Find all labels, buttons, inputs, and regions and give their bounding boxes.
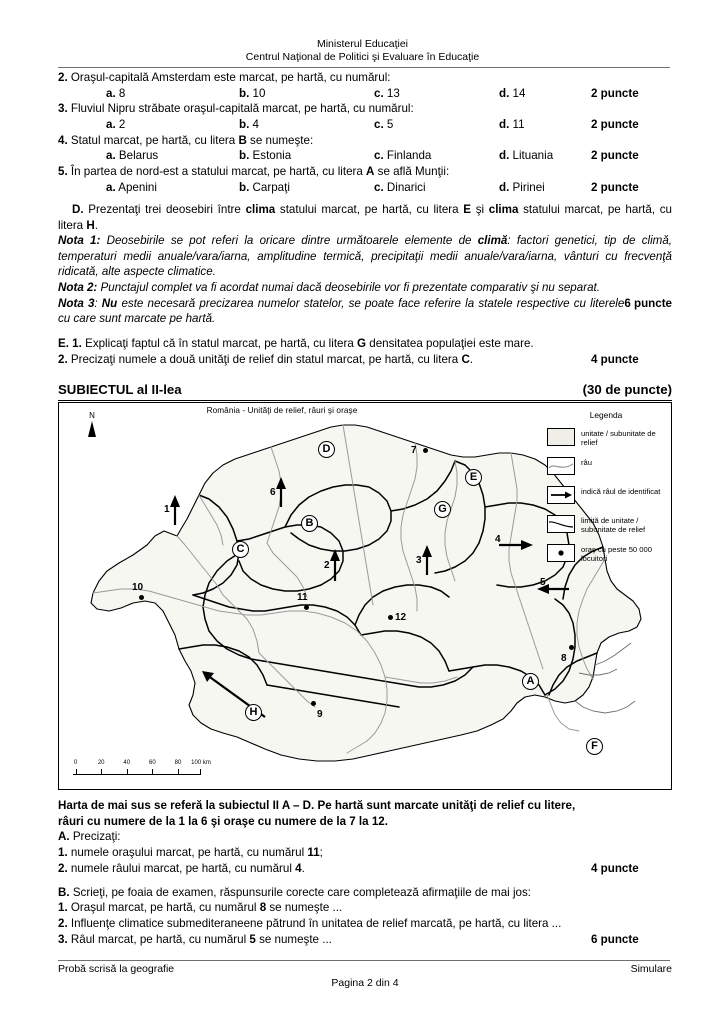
option-letter: b.	[239, 149, 250, 163]
item-number: 1.	[58, 901, 68, 915]
section-d-points: 6 puncte	[624, 296, 672, 310]
option-text: Lituania	[509, 149, 554, 163]
map-city-dot-11	[304, 605, 309, 610]
scale-tick-20: 20	[97, 760, 105, 766]
section-d-bold-clima-2: clima	[488, 203, 519, 216]
question-stem	[58, 101, 672, 117]
option-letter: d.	[499, 180, 510, 194]
section-b-label: B.	[58, 885, 70, 899]
option-b[interactable]	[239, 180, 290, 196]
subject-title: SUBIECTUL al II-lea	[58, 382, 182, 397]
footer-page-number: Pagina 2 din 4	[331, 977, 399, 989]
map-label-G: G	[434, 501, 451, 518]
map-city-label-12: 12	[395, 612, 407, 623]
legend-item-relief-unit	[547, 428, 665, 450]
question-stem	[58, 70, 672, 86]
document-header	[0, 38, 725, 64]
legend-item-arrow	[547, 486, 665, 508]
legend-title: Legenda	[589, 410, 623, 420]
question-number: 4.	[58, 133, 68, 147]
ministry-line: Ministerul Educaţiei	[316, 38, 409, 50]
option-c[interactable]	[374, 86, 400, 102]
section-d-label: D.	[72, 203, 84, 216]
map-label-B: B	[301, 515, 318, 532]
option-letter: d.	[499, 118, 510, 132]
option-letter: c.	[374, 149, 384, 163]
question-stem	[58, 164, 672, 180]
map-river-label-6: 6	[270, 487, 276, 498]
question-points: 2 puncte	[591, 118, 639, 132]
section-e-item-2-number: 2.	[58, 352, 68, 366]
question-marker-letter: B	[238, 133, 247, 147]
legend-item-city	[547, 544, 665, 566]
map-city-dot-12	[388, 615, 393, 620]
option-row	[58, 180, 672, 196]
option-letter: a.	[106, 180, 116, 194]
option-text: 14	[509, 86, 526, 100]
footer-right: Simulare	[630, 963, 672, 975]
map-label-H: H	[245, 704, 262, 721]
item-number: 2.	[58, 916, 68, 930]
section-b-item-1	[58, 900, 672, 916]
arrow-right-icon	[547, 486, 575, 504]
map-legend	[547, 411, 665, 573]
nota-1-bold: climă	[477, 234, 508, 248]
nota-1	[58, 233, 672, 280]
section-d-text-2: statului marcat, pe hartă, cu litera	[275, 203, 464, 216]
option-text: Pirinei	[509, 180, 545, 194]
map-river-label-3: 3	[416, 555, 422, 566]
question-points: 2 puncte	[591, 180, 639, 194]
subject-points: (30 de puncte)	[582, 382, 672, 397]
option-letter: a.	[106, 86, 116, 100]
legend-item-river	[547, 457, 665, 479]
question-points: 2 puncte	[591, 86, 639, 100]
item-text-a: Influenţe climatice submediteraneene pătrund în unitatea de relief marcată, pe hartă, cu litera ...	[67, 916, 562, 930]
section-e-label: E. 1.	[58, 337, 82, 350]
spacer	[58, 877, 672, 885]
map-questions	[58, 798, 672, 947]
section-b-lead	[58, 885, 672, 901]
question-points: 2 puncte	[591, 149, 639, 163]
map-title: România - Unităţi de relief, râuri şi oraşe	[206, 406, 358, 415]
item-text-b: ;	[319, 846, 323, 860]
item-text-b: se numeşte ...	[266, 901, 343, 915]
option-text: Finlanda	[383, 149, 432, 163]
question-marker-letter: A	[366, 165, 375, 179]
boundary-line-icon	[547, 515, 575, 533]
map-city-label-11: 11	[297, 592, 308, 603]
option-text: Apenini	[115, 180, 157, 194]
map-city-label-9: 9	[317, 709, 323, 720]
subject-header	[58, 382, 672, 401]
item-text-a: numele râului marcat, pe hartă, cu numărul	[67, 861, 296, 875]
item-text-b: se numeşte ...	[255, 932, 332, 946]
option-a[interactable]	[106, 180, 157, 196]
nota-2-label: Nota 2:	[58, 280, 98, 294]
item-number: 1.	[58, 846, 68, 860]
option-text: Belarus	[115, 149, 159, 163]
section-e-text-1b: densitatea populaţiei este mare.	[366, 337, 534, 350]
option-d[interactable]	[499, 86, 525, 102]
map-city-dot-7	[423, 448, 428, 453]
option-text: 11	[509, 118, 525, 132]
section-d-text-5: .	[94, 218, 98, 232]
section-a-label: A.	[58, 830, 70, 844]
question-number: 2.	[58, 71, 68, 84]
option-letter: b.	[239, 180, 250, 194]
nota-3-text-b: este necesară precizarea numelor statelor, se poate face referire la statele respective cu literele cu care sunt marcate pe hartă.	[58, 296, 625, 326]
section-e-letter-c: C	[461, 352, 470, 366]
map-figure	[58, 402, 672, 790]
option-row	[58, 86, 672, 102]
map-label-D: D	[318, 441, 335, 458]
item-number: 3.	[58, 932, 68, 946]
map-label-E: E	[465, 469, 482, 486]
multiple-choice-list	[58, 70, 672, 196]
option-a[interactable]	[106, 117, 125, 133]
question-text: În partea de nord-est a statului marcat, pe hartă, cu litera	[67, 165, 367, 179]
section-a-text: Precizaţi:	[69, 830, 121, 844]
option-text: 5	[383, 118, 394, 132]
section-a-lead	[58, 829, 672, 845]
option-d[interactable]	[499, 117, 525, 133]
section-d-lead	[58, 202, 672, 233]
section-b-item-2	[58, 916, 672, 932]
map-river-label-1: 1	[164, 504, 170, 515]
map-intro-line-2: râuri cu numere de la 1 la 6 şi oraşe cu numere de la 7 la 12.	[58, 814, 388, 828]
map-city-label-10: 10	[132, 582, 144, 593]
section-e-points: 4 puncte	[591, 352, 639, 366]
option-d[interactable]	[499, 180, 545, 196]
footer-left: Probă scrisă la geografie	[58, 963, 175, 975]
footer-divider	[58, 960, 670, 961]
nota-1-text-a: Deosebirile se pot referi la oricare dintre următoarele elemente de	[100, 234, 478, 248]
legend-item-boundary	[547, 515, 665, 537]
scale-tick-60: 60	[149, 760, 156, 766]
option-text: 2	[115, 118, 126, 132]
item-marker-5: 5	[249, 932, 256, 946]
question-text-tail: se numeşte:	[246, 133, 314, 147]
question-stem	[58, 133, 672, 149]
item-text-a: Oraşul marcat, pe hartă, cu numărul	[67, 901, 260, 915]
section-e-text-2b: .	[469, 352, 474, 366]
option-letter: c.	[374, 118, 384, 132]
section-b-text: Scrieţi, pe foaia de examen, răspunsurile corecte care completează afirmaţiile de mai jos:	[69, 885, 531, 899]
nota-3-label: Nota 3	[58, 296, 95, 310]
nota-2-text: Punctajul complet va fi acordat numai dacă deosebirile vor fi prezentate comparativ şi nu separat.	[97, 280, 600, 294]
question-text-tail: se află Munţii:	[374, 165, 450, 179]
compass-north-label: N	[89, 411, 95, 420]
section-b-item-3	[58, 932, 672, 948]
option-letter: a.	[106, 118, 116, 132]
option-a[interactable]	[106, 86, 125, 102]
item-marker-8: 8	[259, 901, 267, 915]
item-marker-11: 11	[307, 846, 320, 860]
scale-tick-100: 100 km	[191, 760, 211, 766]
center-line: Centrul Naţional de Politici şi Evaluare în Educaţie	[245, 51, 480, 63]
scale-tick-80: 80	[174, 760, 182, 766]
option-text: Carpaţi	[249, 180, 290, 194]
option-text: Dinarici	[383, 180, 426, 194]
option-text: 4	[249, 118, 259, 132]
item-number: 2.	[58, 861, 68, 875]
option-d[interactable]	[499, 148, 553, 164]
map-city-label-8: 8	[561, 653, 567, 664]
legend-label: indică râul de identificat	[581, 487, 661, 497]
option-text: Estonia	[249, 149, 292, 163]
section-e-line-1	[58, 336, 672, 352]
section-d-letter-e: E	[463, 203, 472, 216]
city-dot-icon	[547, 544, 575, 562]
option-c[interactable]	[374, 148, 431, 164]
section-e	[58, 336, 672, 367]
legend-label: oraş cu peste 50 000 locuitori	[581, 545, 652, 564]
section-d-text-3: şi	[471, 203, 489, 216]
option-c[interactable]	[374, 117, 393, 133]
option-letter: b.	[239, 86, 250, 100]
section-d-letter-h: H	[86, 218, 95, 232]
option-text: 10	[249, 86, 266, 100]
map-river-label-5: 5	[540, 577, 546, 588]
section-d-bold-clima-1: clima	[245, 203, 276, 216]
map-label-A: A	[522, 673, 539, 690]
question-text: Oraşul-capitală Amsterdam este marcat, pe hartă, cu numărul:	[67, 71, 391, 84]
nota-3-text-a: :	[94, 296, 102, 310]
nota-3	[58, 296, 672, 327]
option-c[interactable]	[374, 180, 426, 196]
option-text: 8	[115, 86, 126, 100]
section-d	[58, 202, 672, 327]
section-a-points: 4 puncte	[591, 861, 639, 875]
section-e-letter-g: G	[357, 337, 367, 350]
question-number: 3.	[58, 102, 68, 116]
nota-3-bold-nu: Nu	[101, 296, 118, 310]
legend-label: limită de unitate / subunitate de relief	[581, 516, 646, 535]
section-d-text-1: Prezentaţi trei deosebiri între	[83, 203, 246, 216]
option-letter: d.	[499, 149, 510, 163]
map-label-F: F	[586, 738, 603, 755]
question-text: Statul marcat, pe hartă, cu litera	[67, 133, 239, 147]
question-text: Fluviul Nipru străbate oraşul-capitală marcat, pe hartă, cu numărul:	[67, 102, 414, 116]
section-a-item-2	[58, 861, 672, 877]
option-row	[58, 117, 672, 133]
option-letter: c.	[374, 86, 384, 100]
option-b[interactable]	[239, 117, 259, 133]
river-line-icon	[547, 457, 575, 475]
item-text-b: .	[301, 861, 305, 875]
section-e-text-2a: Precizaţi numele a două unităţi de relief din statul marcat, pe hartă, cu litera	[67, 352, 462, 366]
map-scale-bar	[73, 760, 211, 775]
section-d-text-4: statului marcat, pe hartă, cu litera	[58, 203, 672, 232]
scale-tick-40: 40	[123, 760, 131, 766]
map-city-dot-10	[139, 595, 144, 600]
option-letter: b.	[239, 118, 250, 132]
option-letter: a.	[106, 149, 116, 163]
option-letter: d.	[499, 86, 510, 100]
map-city-label-7: 7	[411, 445, 417, 456]
option-a[interactable]	[106, 148, 158, 164]
relief-unit-swatch-icon	[547, 428, 575, 446]
legend-label: unitate / subunitate de relief	[581, 429, 656, 448]
nota-2	[58, 280, 672, 296]
option-b[interactable]	[239, 148, 291, 164]
nota-1-label: Nota 1:	[58, 234, 101, 248]
section-e-line-2	[58, 352, 672, 368]
option-b[interactable]	[239, 86, 265, 102]
map-intro-line-1: Harta de mai sus se referă la subiectul II A – D. Pe hartă sunt marcate unităţi de relief cu litere,	[58, 799, 576, 812]
section-a-item-1	[58, 845, 672, 861]
map-city-dot-9	[311, 701, 316, 706]
scale-bar-line	[73, 769, 201, 775]
option-row	[58, 148, 672, 164]
map-city-dot-8	[569, 645, 574, 650]
header-divider	[58, 67, 670, 68]
map-label-C: C	[232, 541, 249, 558]
scale-tick-labels	[73, 760, 211, 769]
item-marker-4: 4	[295, 861, 302, 875]
map-river-label-2: 2	[324, 560, 330, 571]
map-river-label-4: 4	[495, 534, 501, 545]
nota-1-text-b: : factori genetici, tip de climă, temperaturi medii anuale/vara/iarna, amplitudine termică, precipitaţii medii anuale/vara/iarna, vânturi cu frecvenţă ridicată, alte aspecte climatice.	[58, 234, 673, 279]
question-number: 5.	[58, 165, 68, 179]
item-text-a: Râul marcat, pe hartă, cu numărul	[67, 932, 250, 946]
option-letter: c.	[374, 180, 384, 194]
legend-label: râu	[581, 458, 592, 468]
section-e-text-1a: Explicaţi faptul că în statul marcat, pe hartă, cu litera	[81, 337, 358, 350]
option-text: 13	[383, 86, 400, 100]
item-text-a: numele oraşului marcat, pe hartă, cu numărul	[67, 846, 308, 860]
scale-tick-0: 0	[73, 760, 78, 766]
section-b-points: 6 puncte	[591, 932, 639, 946]
